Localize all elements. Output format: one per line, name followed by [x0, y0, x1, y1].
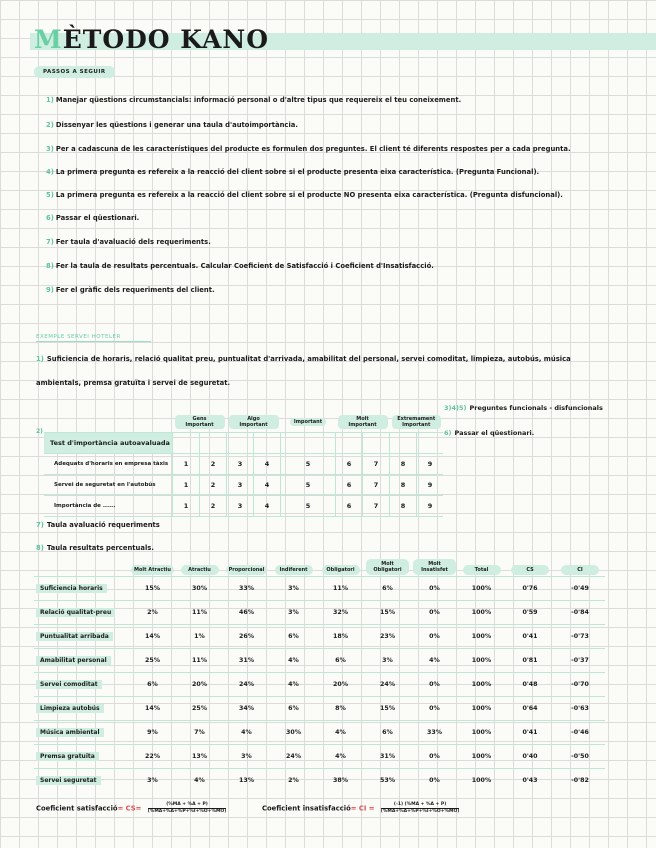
table-cell: -0'49	[555, 577, 605, 601]
table-cell: 0'76	[505, 577, 555, 601]
table-cell: 13%	[176, 745, 223, 769]
table-cell: 0%	[411, 673, 458, 697]
table-row	[34, 745, 605, 769]
table-cell: 6%	[129, 673, 176, 697]
side-note: 3)4)5) Preguntes funcionals - disfuncionals	[444, 404, 603, 412]
table-cell: 100%	[458, 721, 505, 745]
table-cell: 11%	[317, 577, 364, 601]
subtitle-tag: PASSOS A SEGUIR	[34, 66, 115, 78]
step-item: 9) Fer el gràfic dels requeriments del client.	[46, 286, 215, 294]
results-table-header	[34, 554, 605, 577]
step-item: 1) Manejar qüestions circumstancials: informació personal o d'altre tipus que requereix el teu coneixement.	[46, 96, 462, 104]
ci-formula: Coeficient insatisfacció= CI = $\frac{(-1) (\%MA + \%A + P)}{(\%MA+\%A+\%P+\%I+\%O+\%MO)}$	[262, 802, 460, 814]
step-item: 2) Dissenyar les qüestions i generar una taula d'autoimportància.	[46, 121, 298, 129]
importance-table-header	[44, 412, 443, 433]
table-cell: 22%	[129, 745, 176, 769]
table-cell: 0%	[411, 601, 458, 625]
table-cell: 4%	[270, 649, 317, 673]
table-cell: 0'81	[505, 649, 555, 673]
table-cell: 3%	[364, 649, 411, 673]
table-cell: 0'48	[505, 673, 555, 697]
table-cell: 25%	[176, 697, 223, 721]
table-cell: -0'70	[555, 673, 605, 697]
step-item: 6) Passar el qüestionari.	[46, 214, 140, 222]
results-table	[34, 554, 605, 792]
table-cell: 15%	[364, 601, 411, 625]
table-cell: 4%	[270, 673, 317, 697]
table-cell: 24%	[223, 673, 270, 697]
table-cell: 100%	[458, 601, 505, 625]
table-cell: 33%	[411, 721, 458, 745]
example-paragraph-cont: ambientals, premsa gratuïta i servei de seguretat.	[36, 379, 231, 387]
table-row: Adequats d'horaris en empresa tàxis 1 2 3 4 5 6 7 8 9	[44, 454, 443, 475]
table-row	[44, 433, 443, 454]
table-row	[34, 601, 605, 625]
column-header: CI	[561, 565, 599, 575]
table-cell: 100%	[458, 769, 505, 793]
table-row	[34, 769, 605, 793]
column-header: Molt Insatisfet	[413, 559, 456, 575]
table-cell: 4%	[317, 745, 364, 769]
table-cell: 4%	[176, 769, 223, 793]
table-row	[34, 577, 605, 601]
table-cell: 38%	[317, 769, 364, 793]
table-cell: 6%	[270, 697, 317, 721]
table-cell: 3%	[223, 745, 270, 769]
table-cell: 13%	[223, 769, 270, 793]
step-item: 8) Fer la taula de resultats percentuals. Calcular Coeficient de Satisfacció i Coeficient d'Insatisfacció.	[46, 262, 434, 270]
table-cell: 31%	[223, 649, 270, 673]
row-label: Premsa gratuïta	[36, 752, 99, 761]
table-cell: 0%	[411, 625, 458, 649]
table-cell: 31%	[364, 745, 411, 769]
header-group: Extremament Important	[392, 415, 442, 429]
table-row: Servei de seguretat en l'autobús 1 2 3 4 5 6 7 8 9	[44, 475, 443, 496]
table-cell: 14%	[129, 625, 176, 649]
column-header: Obligatori	[322, 565, 360, 575]
table-row	[34, 721, 605, 745]
column-header: Total	[463, 565, 501, 575]
column-header: Indiferent	[275, 565, 313, 575]
row-label: Relació qualitat-preu	[36, 608, 115, 617]
table-cell: -0'82	[555, 769, 605, 793]
table-title: Test d'importància autoavaluada	[44, 433, 173, 454]
table-cell: 46%	[223, 601, 270, 625]
table-cell: 4%	[223, 721, 270, 745]
table-cell: 1%	[176, 625, 223, 649]
column-header: Molt Atractiu	[131, 565, 174, 575]
table-cell: 6%	[364, 721, 411, 745]
table-cell: 3%	[129, 769, 176, 793]
step-item: 4) La primera pregunta es refereix a la reacció del client sobre si el producte presenta eixa característica. (Pregunta Funcional).	[46, 168, 540, 176]
table-cell: 0'41	[505, 721, 555, 745]
table-number: 2)	[36, 428, 43, 435]
table-cell: 0'41	[505, 625, 555, 649]
table-cell: 100%	[458, 673, 505, 697]
table-cell: 100%	[458, 745, 505, 769]
table-cell: 25%	[129, 649, 176, 673]
column-header: Molt Obligatori	[366, 559, 409, 575]
step-item: 3) Per a cadascuna de les característiques del producte es formulen dos preguntes. El client té diferents respostes per a cada pregunta.	[46, 145, 571, 153]
table-cell: 100%	[458, 649, 505, 673]
table-cell: 3%	[270, 577, 317, 601]
step-item: 5) La primera pregunta es refereix a la reacció del client sobre si el producte NO presenta eixa característica. (Pregunta disfuncional).	[46, 191, 563, 199]
eval-label: 7) Taula avaluació requeriments	[36, 521, 160, 529]
cs-fraction: $\frac{(\%MA + \%A + P)}{(\%MA+\%A+\%P+\%I+\%O+\%MO)}$	[147, 802, 227, 814]
ci-fraction: $\frac{(-1) (\%MA + \%A + P)}{(\%MA+\%A+\%P+\%I+\%O+\%MO)}$	[380, 802, 460, 814]
table-cell: -0'50	[555, 745, 605, 769]
table-cell: 20%	[317, 673, 364, 697]
importance-table	[44, 412, 443, 517]
table-cell: 0%	[411, 745, 458, 769]
table-cell: 7%	[176, 721, 223, 745]
table-cell: 3%	[270, 601, 317, 625]
table-row	[34, 697, 605, 721]
row-label: Música ambiental	[36, 728, 104, 737]
table-cell: 53%	[364, 769, 411, 793]
table-cell: 2%	[129, 601, 176, 625]
table-cell: -0'73	[555, 625, 605, 649]
table-cell: 0'59	[505, 601, 555, 625]
page-title: MÈTODO KANO	[34, 25, 270, 54]
table-cell: 18%	[317, 625, 364, 649]
table-cell: 0%	[411, 769, 458, 793]
table-cell: 15%	[364, 697, 411, 721]
table-cell: 100%	[458, 625, 505, 649]
header-group: Algo Important	[229, 415, 279, 429]
table-cell: 33%	[223, 577, 270, 601]
side-note: 6) Passar el qüestionari.	[444, 429, 535, 437]
table-row	[34, 625, 605, 649]
table-cell: -0'46	[555, 721, 605, 745]
table-cell: 0%	[411, 577, 458, 601]
table-cell: 24%	[270, 745, 317, 769]
table-cell: 20%	[176, 673, 223, 697]
table-cell: 15%	[129, 577, 176, 601]
column-header: Atractiu	[181, 565, 219, 575]
table-cell: 100%	[458, 577, 505, 601]
step-item: 7) Fer taula d'avaluació dels requeriments.	[46, 238, 211, 246]
header-group: Molt Important	[338, 415, 388, 429]
table-cell: 30%	[176, 577, 223, 601]
table-cell: 100%	[458, 697, 505, 721]
table-cell: 4%	[411, 649, 458, 673]
table-cell: 6%	[364, 577, 411, 601]
table-cell: 0'43	[505, 769, 555, 793]
row-label: Amabilitat personal	[36, 656, 111, 665]
table-cell: 8%	[317, 697, 364, 721]
row-label: Servei comoditat	[36, 680, 102, 689]
table-cell: 0'40	[505, 745, 555, 769]
table-cell: 30%	[270, 721, 317, 745]
table-cell: 6%	[317, 649, 364, 673]
row-label: Suficiencia horaris	[36, 584, 107, 593]
table-cell: 0'64	[505, 697, 555, 721]
table-cell: 24%	[364, 673, 411, 697]
table-cell: 11%	[176, 601, 223, 625]
row-label: Limpieza autobús	[36, 704, 104, 713]
row-label: Puntualitat arribada	[36, 632, 113, 641]
table-cell: 14%	[129, 697, 176, 721]
table-cell: 23%	[364, 625, 411, 649]
table-cell: 32%	[317, 601, 364, 625]
table-row	[34, 673, 605, 697]
header-group: Important	[290, 418, 326, 426]
table-cell: 0%	[411, 697, 458, 721]
cs-formula: Coeficient satisfacció= CS= $\frac{(\%MA + \%A + P)}{(\%MA+\%A+\%P+\%I+\%O+\%MO)}$	[36, 802, 227, 814]
table-cell: 9%	[129, 721, 176, 745]
table-cell: 6%	[270, 625, 317, 649]
table-cell: 4%	[317, 721, 364, 745]
results-label: 8) Taula resultats percentuals.	[36, 544, 154, 552]
table-cell: 2%	[270, 769, 317, 793]
column-header: Proporcional	[226, 565, 268, 575]
example-paragraph: 1) Suficiencia de horaris, relació qualitat preu, puntualitat d'arrivada, amabilitat del personal, servei comoditat, limpieza, autobús, música	[36, 355, 571, 363]
table-cell: -0'84	[555, 601, 605, 625]
table-cell: 11%	[176, 649, 223, 673]
table-cell: -0'37	[555, 649, 605, 673]
section-label: EXEMPLE SERVEI HOTELER	[36, 333, 151, 342]
table-cell: 26%	[223, 625, 270, 649]
table-cell: 34%	[223, 697, 270, 721]
column-header: CS	[511, 565, 549, 575]
header-group: Gens Important	[175, 415, 225, 429]
table-row	[34, 649, 605, 673]
table-row: Importància de ...... 1 2 3 4 5 6 7 8 9	[44, 496, 443, 517]
table-cell: -0'63	[555, 697, 605, 721]
row-label: Servei seguretat	[36, 776, 101, 785]
